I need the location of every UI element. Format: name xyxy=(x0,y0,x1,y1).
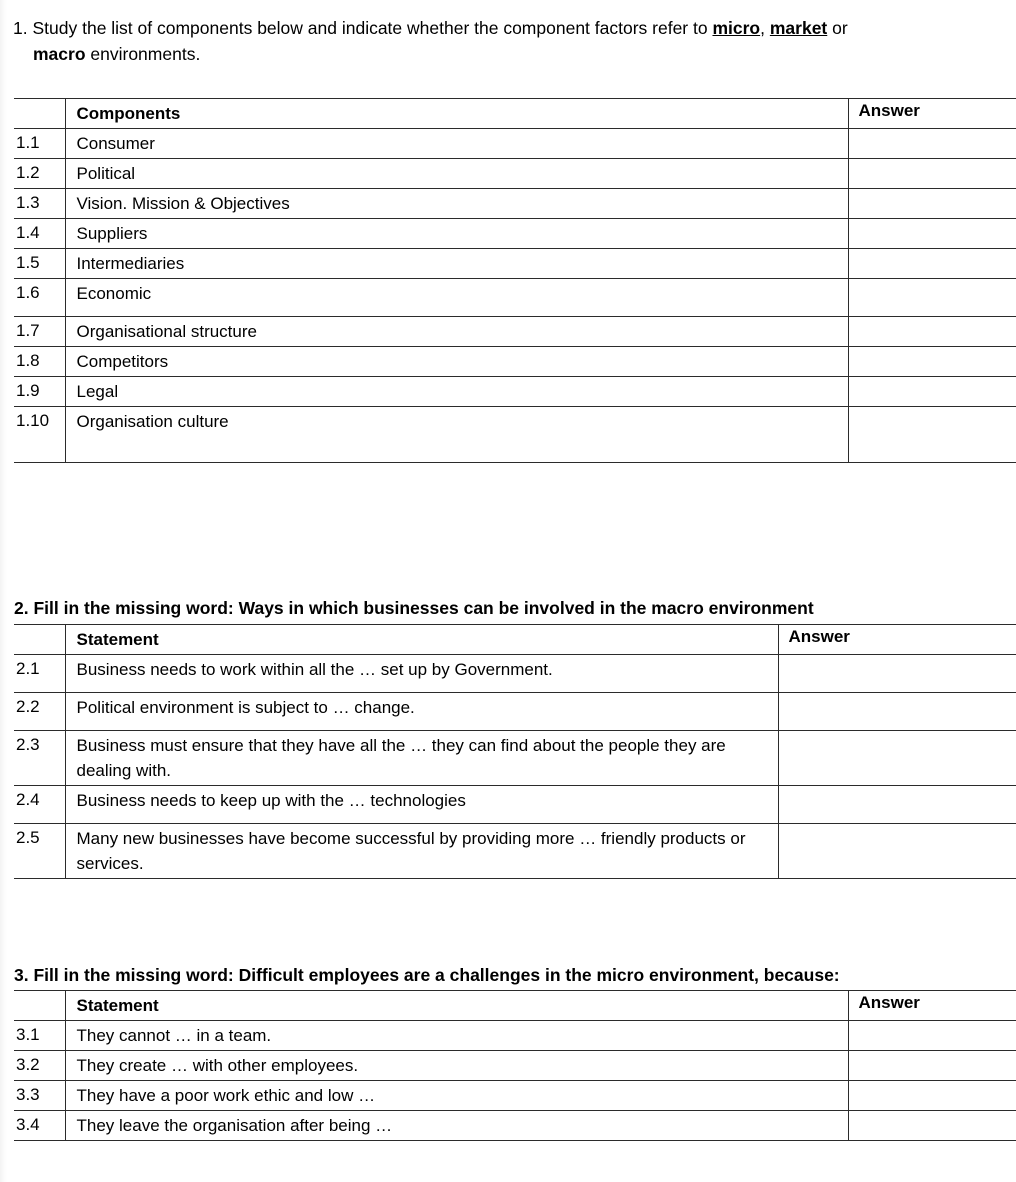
row-answer-cell[interactable] xyxy=(778,731,1016,786)
emphasis-market: market xyxy=(769,18,828,38)
row-statement: Suppliers xyxy=(65,219,848,249)
row-index: 1.7 xyxy=(14,317,65,347)
row-index: 2.5 xyxy=(14,824,65,879)
row-index: 3.3 xyxy=(14,1081,65,1111)
row-statement: Consumer xyxy=(65,129,848,159)
row-statement: Business needs to keep up with the … technologies xyxy=(65,786,778,824)
table-row xyxy=(14,279,1016,317)
row-answer-cell[interactable] xyxy=(778,655,1016,693)
question-1-intro-line-2 xyxy=(33,41,200,67)
row-statement: Legal xyxy=(65,377,848,407)
row-index: 1.1 xyxy=(14,129,65,159)
row-answer-cell[interactable] xyxy=(848,347,1016,377)
table-row xyxy=(14,1111,1016,1141)
intro-tail-1: or xyxy=(827,18,848,38)
column-header-answer: Answer xyxy=(848,99,1016,129)
row-answer-cell[interactable] xyxy=(848,189,1016,219)
row-statement: Intermediaries xyxy=(65,249,848,279)
row-statement: Many new businesses have become successful by providing more … friendly products or services. xyxy=(65,824,778,879)
row-answer-cell[interactable] xyxy=(848,1051,1016,1081)
row-index: 1.6 xyxy=(14,279,65,317)
row-answer-cell[interactable] xyxy=(778,786,1016,824)
question-1-intro-line-1 xyxy=(13,15,848,41)
row-index: 1.9 xyxy=(14,377,65,407)
row-answer-cell[interactable] xyxy=(848,219,1016,249)
row-answer-cell[interactable] xyxy=(778,693,1016,731)
row-statement: They have a poor work ethic and low … xyxy=(65,1081,848,1111)
row-statement: Vision. Mission & Objectives xyxy=(65,189,848,219)
table-row xyxy=(14,731,1016,786)
row-index: 1.2 xyxy=(14,159,65,189)
question-1-number: 1. xyxy=(13,18,28,38)
row-index: 1.4 xyxy=(14,219,65,249)
column-header-index xyxy=(14,991,65,1021)
table-row xyxy=(14,219,1016,249)
row-answer-cell[interactable] xyxy=(848,1111,1016,1141)
question-3-heading: 3. Fill in the missing word: Difficult employees are a challenges in the micro environment, because: xyxy=(14,965,840,985)
table-row xyxy=(14,407,1016,463)
table-row xyxy=(14,377,1016,407)
table-row xyxy=(14,249,1016,279)
row-answer-cell[interactable] xyxy=(848,317,1016,347)
table-row xyxy=(14,189,1016,219)
question-2-heading: 2. Fill in the missing word: Ways in which businesses can be involved in the macro environment xyxy=(14,598,814,618)
row-index: 3.2 xyxy=(14,1051,65,1081)
row-index: 1.5 xyxy=(14,249,65,279)
row-answer-cell[interactable] xyxy=(848,129,1016,159)
table-row xyxy=(14,693,1016,731)
row-index: 2.1 xyxy=(14,655,65,693)
intro-separator: , xyxy=(760,18,770,38)
table-row xyxy=(14,1051,1016,1081)
row-index: 1.3 xyxy=(14,189,65,219)
table-row xyxy=(14,1021,1016,1051)
column-header-statement: Statement xyxy=(65,625,778,655)
column-header-index xyxy=(14,625,65,655)
row-index: 3.4 xyxy=(14,1111,65,1141)
row-statement: They cannot … in a team. xyxy=(65,1021,848,1051)
column-header-answer: Answer xyxy=(848,991,1016,1021)
row-index: 2.3 xyxy=(14,731,65,786)
row-statement: Organisational structure xyxy=(65,317,848,347)
table-row xyxy=(14,824,1016,879)
row-statement: They leave the organisation after being … xyxy=(65,1111,848,1141)
row-index: 2.2 xyxy=(14,693,65,731)
row-answer-cell[interactable] xyxy=(848,249,1016,279)
table-row xyxy=(14,159,1016,189)
row-answer-cell[interactable] xyxy=(848,159,1016,189)
column-header-statement: Statement xyxy=(65,991,848,1021)
row-statement: Business needs to work within all the … set up by Government. xyxy=(65,655,778,693)
column-header-components: Components xyxy=(65,99,848,129)
row-statement: Competitors xyxy=(65,347,848,377)
table-row xyxy=(14,347,1016,377)
table-row xyxy=(14,786,1016,824)
question-1-intro-text: Study the list of components below and indicate whether the component factors refer to xyxy=(32,18,713,38)
row-index: 1.10 xyxy=(14,407,65,463)
column-header-answer: Answer xyxy=(778,625,1016,655)
emphasis-micro: micro xyxy=(712,18,761,38)
components-table xyxy=(14,98,1016,463)
table-row xyxy=(14,655,1016,693)
row-answer-cell[interactable] xyxy=(848,407,1016,463)
row-answer-cell[interactable] xyxy=(848,377,1016,407)
row-answer-cell[interactable] xyxy=(848,1021,1016,1051)
row-statement: Business must ensure that they have all the … they can find about the people they are dealing with. xyxy=(65,731,778,786)
page-edge-strip xyxy=(0,0,7,1182)
row-statement: Economic xyxy=(65,279,848,317)
table-header-row xyxy=(14,99,1016,129)
table-header-row xyxy=(14,991,1016,1021)
row-index: 3.1 xyxy=(14,1021,65,1051)
row-statement: They create … with other employees. xyxy=(65,1051,848,1081)
row-statement: Political xyxy=(65,159,848,189)
table-row xyxy=(14,129,1016,159)
row-statement: Political environment is subject to … change. xyxy=(65,693,778,731)
row-answer-cell[interactable] xyxy=(778,824,1016,879)
macro-environment-table xyxy=(14,624,1016,879)
intro-tail-2: environments. xyxy=(85,44,201,64)
micro-environment-table xyxy=(14,990,1016,1141)
row-statement: Organisation culture xyxy=(65,407,848,463)
row-answer-cell[interactable] xyxy=(848,1081,1016,1111)
table-header-row xyxy=(14,625,1016,655)
row-index: 2.4 xyxy=(14,786,65,824)
table-row xyxy=(14,317,1016,347)
row-index: 1.8 xyxy=(14,347,65,377)
row-answer-cell[interactable] xyxy=(848,279,1016,317)
table-row xyxy=(14,1081,1016,1111)
emphasis-macro: macro xyxy=(33,44,86,64)
column-header-index xyxy=(14,99,65,129)
